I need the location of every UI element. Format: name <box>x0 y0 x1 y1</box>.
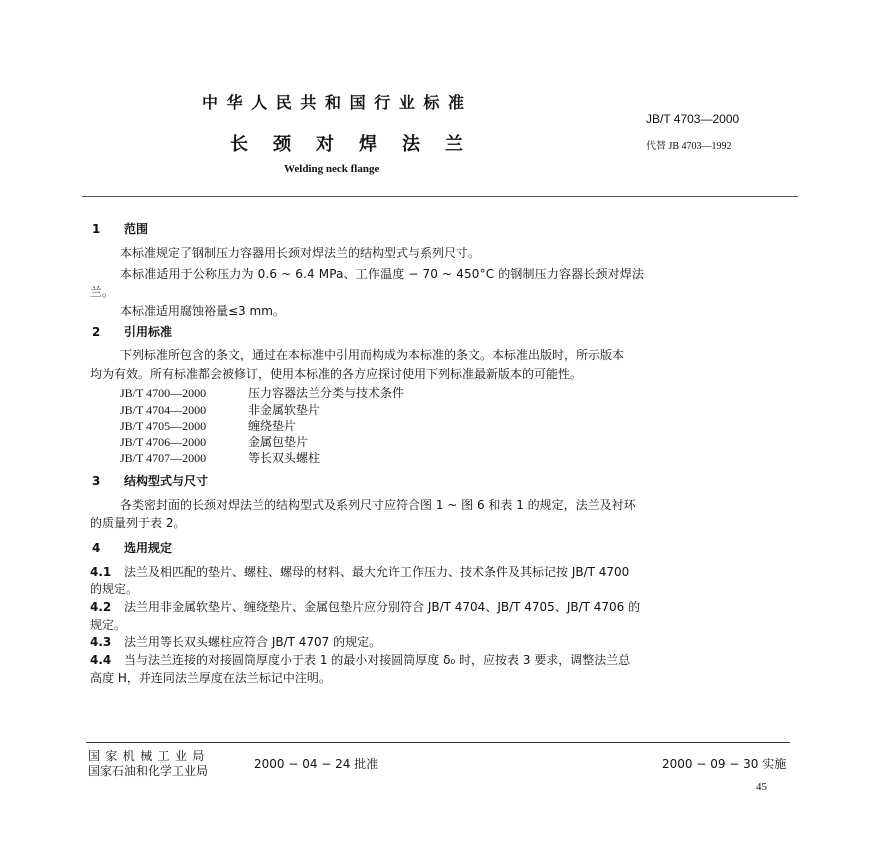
clause-text: 法兰用等长双头螺柱应符合 JB/T 4707 的规定。 <box>124 635 382 649</box>
section-3-paragraph-line-2: 的质量列于表 2。 <box>90 516 186 530</box>
section-2-paragraph-line-1: 下列标准所包含的条文，通过在本标准中引用而构成为本标准的条文。本标准出版时，所示版本 <box>120 348 625 362</box>
section-1-paragraph-2-line-1: 本标准适用于公称压力为 0.6 ~ 6.4 MPa、工作温度 − 70 ~ 450°C 的钢制压力容器长颈对焊法 <box>120 267 645 281</box>
issuing-org-2: 国家石油和化学工业局 <box>88 764 209 778</box>
standard-number: JB/T 4703—2000 <box>646 112 740 126</box>
document-title-en: Welding neck flange <box>284 163 380 175</box>
approval-date: 2000 − 04 − 24 批准 <box>254 757 379 771</box>
reference-item <box>120 433 308 450</box>
reference-name: 压力容器法兰分类与技术条件 <box>248 386 405 400</box>
reference-code: JB/T 4700—2000 <box>120 386 207 400</box>
section-2-paragraph-line-2: 均为有效。所有标准都会被修订，使用本标准的各方应探讨使用下列标准最新版本的可能性。 <box>90 367 583 381</box>
clause-number: 4.1 <box>90 565 112 579</box>
clause-4-4-line-2: 高度 H，并连同法兰厚度在法兰标记中注明。 <box>90 671 331 685</box>
clause-4-2-line-1 <box>90 598 640 615</box>
reference-item <box>120 417 296 434</box>
section-1-paragraph-2-line-2: 兰。 <box>90 285 115 299</box>
reference-code: JB/T 4706—2000 <box>120 435 207 449</box>
clause-text: 法兰用非金属软垫片、缠绕垫片、金属包垫片应分别符合 JB/T 4704、JB/T 4705、JB/T 4706 的 <box>124 600 641 614</box>
reference-item <box>120 401 320 418</box>
section-2-heading <box>92 323 172 340</box>
reference-name: 等长双头螺柱 <box>248 451 321 465</box>
section-title: 引用标准 <box>124 325 173 339</box>
section-1-paragraph-3: 本标准适用腐蚀裕量≤3 mm。 <box>120 304 285 318</box>
clause-text: 法兰及相匹配的垫片、螺柱、螺母的材料、最大允许工作压力、技术条件及其标记按 JB/T 4700 <box>124 565 630 579</box>
section-number: 1 <box>92 222 101 236</box>
section-number: 2 <box>92 325 101 339</box>
implementation-date: 2000 − 09 − 30 实施 <box>662 757 787 771</box>
clause-4-3-line-1 <box>90 633 381 650</box>
reference-code: JB/T 4707—2000 <box>120 451 207 465</box>
section-title: 范围 <box>124 222 149 236</box>
section-1-heading <box>92 220 148 237</box>
page-number: 45 <box>756 781 767 793</box>
clause-4-1-line-2: 的规定。 <box>90 582 139 596</box>
reference-item <box>120 384 404 401</box>
clause-number: 4.2 <box>90 600 112 614</box>
section-number: 4 <box>92 541 101 555</box>
section-4-heading <box>92 539 172 556</box>
replaces-standard: 代替 JB 4703—1992 <box>646 141 732 152</box>
reference-code: JB/T 4705—2000 <box>120 419 207 433</box>
reference-name: 缠绕垫片 <box>248 419 297 433</box>
section-title: 结构型式与尺寸 <box>124 474 209 488</box>
section-3-paragraph-line-1: 各类密封面的长颈对焊法兰的结构型式及系列尺寸应符合图 1 ~ 图 6 和表 1 的规定，法兰及衬环 <box>120 498 636 512</box>
clause-number: 4.4 <box>90 653 112 667</box>
reference-name: 金属包垫片 <box>248 435 309 449</box>
section-number: 3 <box>92 474 101 488</box>
clause-4-4-line-1 <box>90 651 630 668</box>
document-title-cn: 长颈对焊法兰 <box>230 134 488 155</box>
section-title: 选用规定 <box>124 541 173 555</box>
reference-name: 非金属软垫片 <box>248 403 321 417</box>
reference-code: JB/T 4704—2000 <box>120 403 207 417</box>
section-1-paragraph-1: 本标准规定了钢制压力容器用长颈对焊法兰的结构型式与系列尺寸。 <box>120 246 481 260</box>
clause-4-1-line-1 <box>90 563 629 580</box>
footer-divider <box>86 742 790 743</box>
header-divider <box>82 196 798 197</box>
clause-number: 4.3 <box>90 635 112 649</box>
issuing-org-1: 国家机械工业局 <box>88 749 210 763</box>
clause-4-2-line-2: 规定。 <box>90 618 127 632</box>
section-3-heading <box>92 472 208 489</box>
clause-text: 当与法兰连接的对接圆筒厚度小于表 1 的最小对接圆筒厚度 δ₀ 时，应按表 3 要求，调整法兰总 <box>124 653 631 667</box>
reference-item <box>120 449 320 466</box>
issuing-authority-heading: 中华人民共和国行业标准 <box>202 93 473 112</box>
